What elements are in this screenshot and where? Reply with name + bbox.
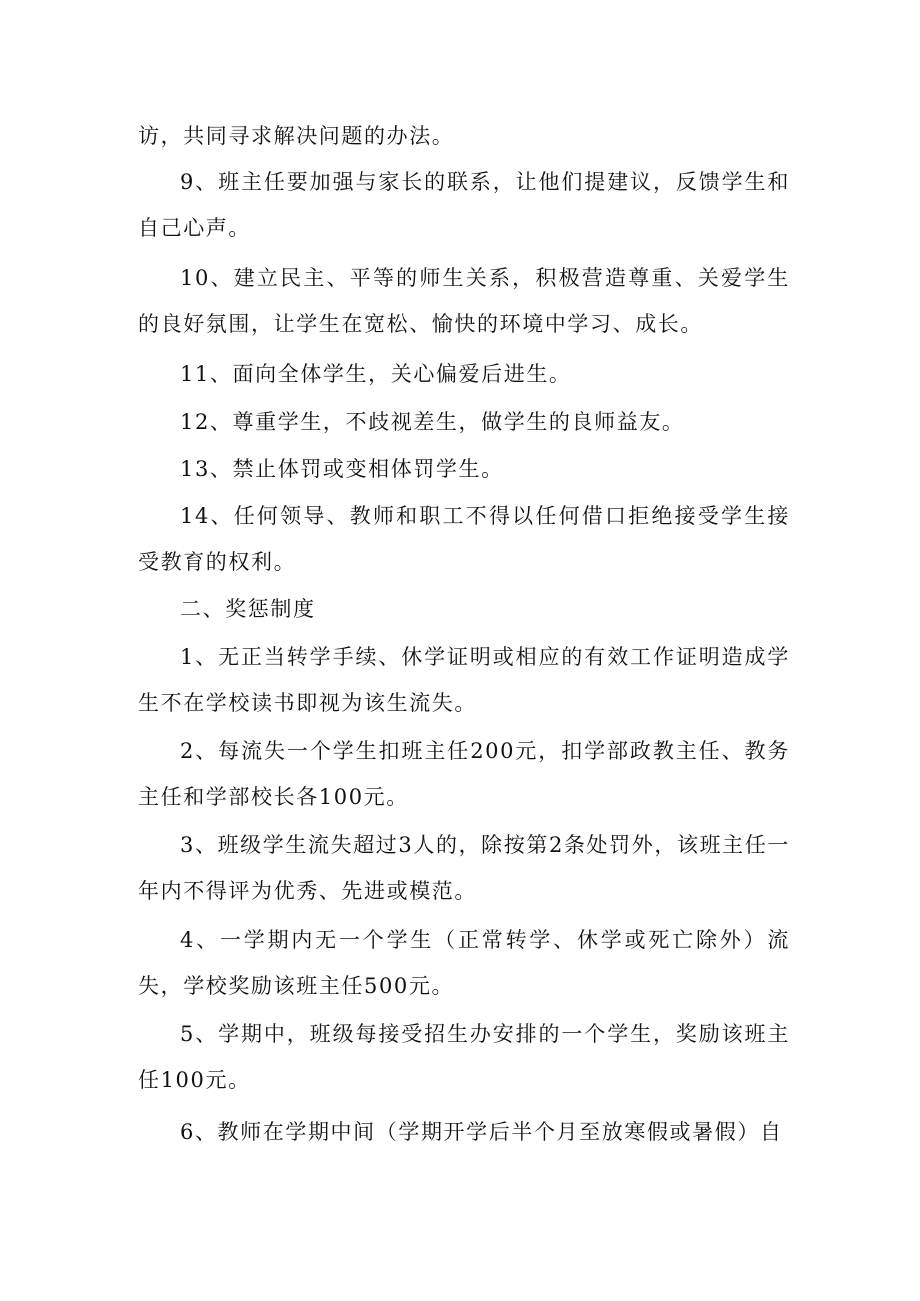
section-heading-rewards-penalties: 二、奖惩制度 <box>180 597 316 621</box>
paragraph-reward-4: 4、一学期内无一个学生（正常转学、休学或死亡除外）流失，学校奖励该班主任500元。 <box>138 928 790 998</box>
paragraph-item-10: 10、建立民主、平等的师生关系，积极营造尊重、关爱学生的良好氛围，让学生在宽松、愉快的环境中学习、成长。 <box>138 266 790 336</box>
paragraph-item-14: 14、任何领导、教师和职工不得以任何借口拒绝接受学生接受教育的权利。 <box>138 504 790 574</box>
paragraph-reward-2: 2、每流失一个学生扣班主任200元，扣学部政教主任、教务主任和学部校长各100元。 <box>138 739 790 809</box>
paragraph-reward-6: 6、教师在学期中间（学期开学后半个月至放寒假或暑假）自 <box>180 1120 783 1144</box>
paragraph-item-11: 11、面向全体学生，关心偏爱后进生。 <box>180 362 572 386</box>
paragraph-reward-5: 5、学期中，班级每接受招生办安排的一个学生，奖励该班主任100元。 <box>138 1022 790 1092</box>
paragraph-reward-3: 3、班级学生流失超过3人的，除按第2条处罚外，该班主任一年内不得评为优秀、先进或模范。 <box>138 833 790 903</box>
paragraph-item-13: 13、禁止体罚或变相体罚学生。 <box>180 457 504 481</box>
paragraph-item-12: 12、尊重学生，不歧视差生，做学生的良师益友。 <box>180 410 685 434</box>
paragraph-continued-visit: 访，共同寻求解决问题的办法。 <box>138 124 455 148</box>
paragraph-reward-1: 1、无正当转学手续、休学证明或相应的有效工作证明造成学生不在学校读书即视为该生流失。 <box>138 645 790 715</box>
paragraph-item-9: 9、班主任要加强与家长的联系，让他们提建议，反馈学生和自己心声。 <box>138 170 790 240</box>
